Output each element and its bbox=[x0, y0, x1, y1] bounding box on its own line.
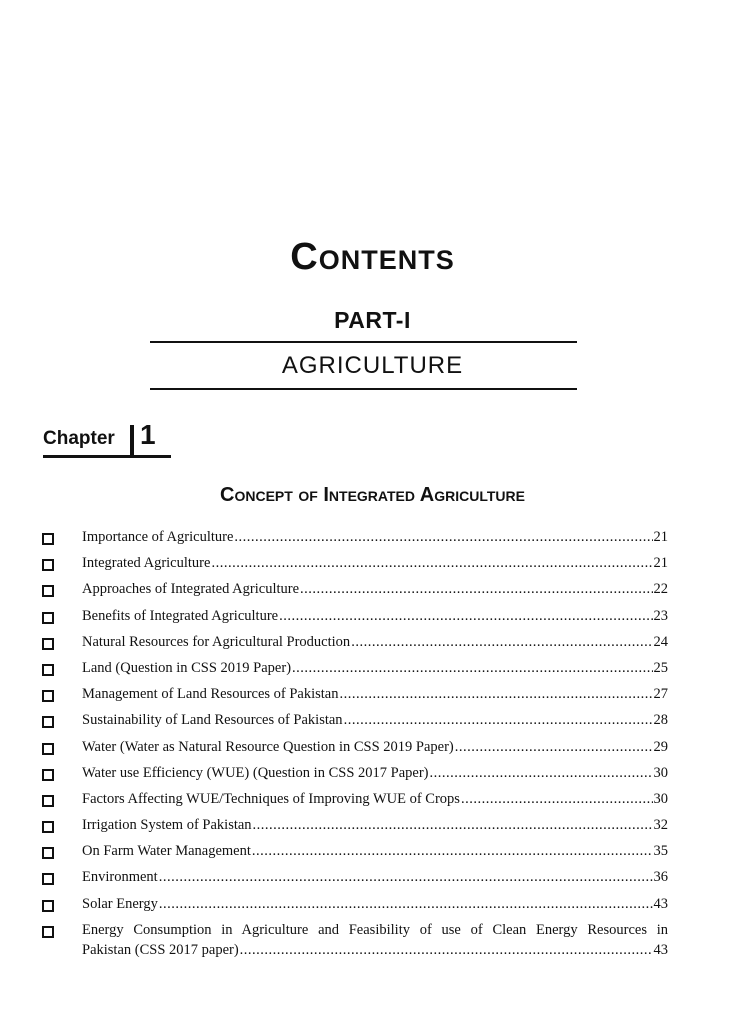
checkbox-icon bbox=[42, 900, 54, 912]
divider-top bbox=[150, 341, 577, 343]
checkbox-icon bbox=[42, 743, 54, 755]
toc-label-line-2: Pakistan (CSS 2017 paper) bbox=[82, 941, 239, 958]
checkbox-icon bbox=[42, 559, 54, 571]
checkbox-icon bbox=[42, 926, 54, 938]
chapter-separator bbox=[130, 425, 134, 455]
toc-label: Water use Efficiency (WUE) (Question in CSS 2017 Paper) bbox=[82, 764, 429, 781]
toc-page-number: 30 bbox=[653, 790, 668, 807]
toc-item bbox=[0, 528, 745, 554]
chapter-word: Chapter bbox=[43, 428, 115, 449]
toc-label: Solar Energy bbox=[82, 895, 158, 912]
toc-page-number: 27 bbox=[653, 686, 668, 703]
toc-page-number: 30 bbox=[653, 764, 668, 781]
toc-item bbox=[0, 554, 745, 580]
checkbox-icon bbox=[42, 795, 54, 807]
toc-label: Importance of Agriculture bbox=[82, 529, 234, 545]
toc-label: Integrated Agriculture bbox=[82, 555, 211, 572]
toc-page-number: 22 bbox=[653, 581, 668, 598]
checkbox-icon bbox=[42, 638, 54, 650]
toc-item bbox=[0, 842, 745, 868]
toc-page-number: 25 bbox=[653, 659, 668, 676]
toc-label: Water (Water as Natural Resource Question in CSS 2019 Paper) bbox=[82, 738, 454, 755]
toc-label: Irrigation System of Pakistan bbox=[82, 817, 252, 834]
checkbox-icon bbox=[42, 585, 54, 597]
toc-page-number: 23 bbox=[653, 607, 668, 624]
toc-item bbox=[0, 738, 745, 764]
toc-item bbox=[0, 816, 745, 842]
toc-item bbox=[0, 580, 745, 606]
checkbox-icon bbox=[42, 612, 54, 624]
toc-item bbox=[0, 659, 745, 685]
toc-label: Sustainability of Land Resources of Pakistan bbox=[82, 712, 343, 729]
toc-page-number: 32 bbox=[653, 817, 668, 834]
toc-label: Environment bbox=[82, 869, 158, 886]
toc-label: Approaches of Integrated Agriculture bbox=[82, 581, 300, 598]
divider-bottom bbox=[150, 388, 577, 390]
checkbox-icon bbox=[42, 533, 54, 545]
table-of-contents bbox=[0, 528, 745, 967]
toc-page-number: 28 bbox=[653, 712, 668, 729]
chapter-heading: Concept of Integrated Agriculture bbox=[220, 484, 525, 506]
toc-page-number: 24 bbox=[653, 633, 668, 650]
toc-item bbox=[0, 607, 745, 633]
toc-label: Management of Land Resources of Pakistan bbox=[82, 686, 339, 703]
checkbox-icon bbox=[42, 664, 54, 676]
toc-page-number: 29 bbox=[653, 738, 668, 755]
chapter-number: 1 bbox=[140, 419, 156, 450]
toc-page-number: 21 bbox=[653, 529, 668, 545]
checkbox-icon bbox=[42, 716, 54, 728]
toc-label: Land (Question in CSS 2019 Paper) bbox=[82, 659, 292, 676]
checkbox-icon bbox=[42, 873, 54, 885]
toc-item bbox=[0, 790, 745, 816]
checkbox-icon bbox=[42, 769, 54, 781]
toc-label: Natural Resources for Agricultural Production bbox=[82, 633, 351, 650]
toc-page-number: 43 bbox=[653, 895, 668, 912]
page-title: Contents bbox=[290, 236, 455, 278]
toc-page-number: 21 bbox=[653, 555, 668, 572]
toc-label-line-1: Energy Consumption in Agriculture and Feasibility of use of Clean Energy Resources in bbox=[82, 921, 668, 938]
checkbox-icon bbox=[42, 821, 54, 833]
toc-item bbox=[0, 868, 745, 894]
toc-label: Benefits of Integrated Agriculture bbox=[82, 607, 279, 624]
section-title: AGRICULTURE bbox=[281, 352, 464, 379]
toc-item bbox=[0, 633, 745, 659]
chapter-underline bbox=[43, 455, 171, 458]
toc-page-number: 36 bbox=[653, 869, 668, 886]
toc-page-number: 43 bbox=[653, 941, 668, 958]
checkbox-icon bbox=[42, 847, 54, 859]
toc-item bbox=[0, 711, 745, 737]
toc-label: Factors Affecting WUE/Techniques of Improving WUE of Crops bbox=[82, 790, 460, 807]
toc-page-number: 35 bbox=[653, 843, 668, 860]
checkbox-icon bbox=[42, 690, 54, 702]
part-title: PART-I bbox=[334, 307, 411, 333]
toc-item bbox=[0, 764, 745, 790]
toc-item bbox=[0, 685, 745, 711]
toc-item bbox=[0, 921, 745, 967]
toc-item bbox=[0, 895, 745, 921]
toc-label: On Farm Water Management bbox=[82, 843, 251, 860]
